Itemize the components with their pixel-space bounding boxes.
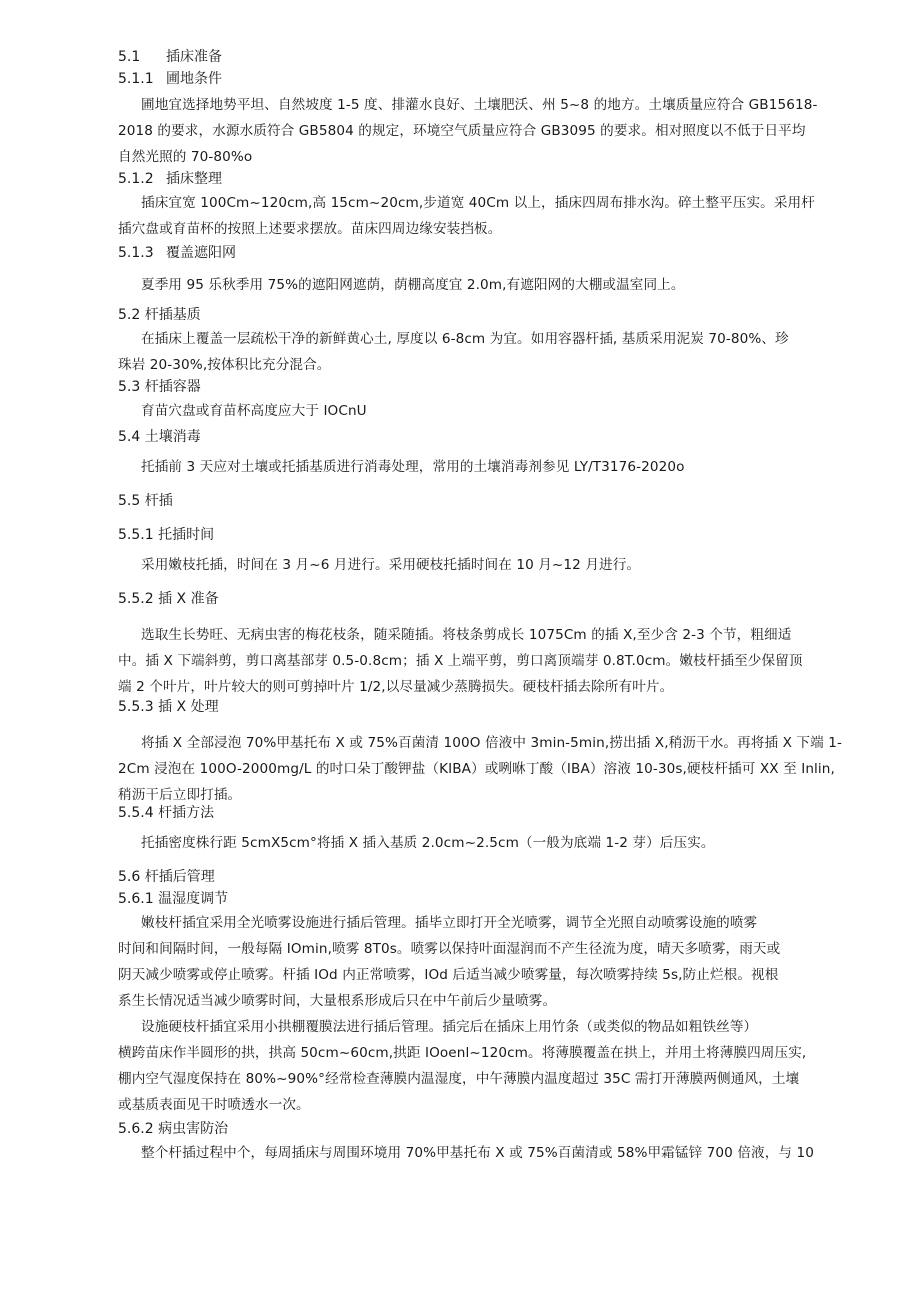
paragraph-line: 2018 的要求，水源水质符合 GB5804 的规定，环境空气质量应符合 GB3095 的要求。相对照度以不低于日平均 — [118, 123, 806, 139]
paragraph-line: 托插前 3 天应对土壤或托插基质进行消毒处理，常用的土壤消毒剂参见 LY/T3176-2020o — [141, 459, 685, 475]
section-heading-5-5-1 — [118, 524, 214, 546]
paragraph-line: 时间和间隔时间，一般每隔 IOmin,喷雾 8T0s。喷雾以保持叶面湿润而不产生径流为度，晴天多喷雾，雨天或 — [118, 941, 781, 957]
section-title: 杆插容器 — [144, 379, 201, 395]
section-heading-5-5-2 — [118, 588, 219, 610]
section-number: 5.5.1 — [118, 527, 154, 543]
section-heading-5-2 — [118, 304, 201, 326]
paragraph-substrate — [118, 326, 844, 378]
paragraph-line: 嫩枝杆插宜采用全光喷雾设施进行插后管理。插毕立即打开全光喷雾，调节全光照自动喷雾设施的喷雾 — [141, 915, 758, 931]
paragraph-cutting-treatment — [118, 730, 844, 808]
section-title: 温湿度调节 — [158, 891, 229, 907]
section-number: 5.3 — [118, 379, 141, 395]
section-title: 杆插方法 — [158, 805, 215, 821]
paragraph-line: 系生长情况适当减少喷雾时间，大量根系形成后只在中午前后少量喷雾。 — [118, 993, 557, 1009]
paragraph-line: 或基质表面见干时喷透水一次。 — [118, 1097, 310, 1113]
paragraph-line: 阴天减少喷雾或停止喷雾。杆插 IOd 内正常喷雾，IOd 后适当减少喷雾量，每次喷雾持续 5s,防止烂根。视根 — [118, 967, 779, 983]
section-number: 5.1 — [118, 49, 141, 65]
paragraph-nursery-conditions — [118, 92, 844, 170]
section-number: 5.5.3 — [118, 699, 154, 715]
paragraph-soil-disinfection — [118, 454, 844, 480]
section-number: 5.5.4 — [118, 805, 154, 821]
section-heading-5-1 — [118, 46, 222, 68]
section-title: 覆盖遮阳网 — [166, 245, 236, 261]
paragraph-humidity-control-hardwood — [118, 1014, 844, 1118]
paragraph-bed-preparation — [118, 190, 844, 242]
paragraph-line: 在插床上覆盖一层疏松干净的新鲜黄心土, 厚度以 6-8cm 为宜。如用容器杆插, 基质采用泥炭 70-80%、珍 — [141, 331, 789, 347]
paragraph-line: 棚内空气湿度保持在 80%~90%°经常检查薄膜内温湿度，中午薄膜内温度超过 35C 需打开薄膜两侧通风，土壤 — [118, 1071, 800, 1087]
section-heading-5-3 — [118, 376, 201, 398]
paragraph-line: 将插 X 全部浸泡 70%甲基托布 X 或 75%百菌清 100O 倍液中 3min-5min,捞出插 X,稍沥干水。再将插 X 下端 1- — [141, 735, 842, 751]
section-heading-5-6-2 — [118, 1118, 228, 1140]
paragraph-line: 夏季用 95 乐秋季用 75%的遮阳网遮荫，荫棚高度宜 2.0m,有遮阳网的大棚或温室同上。 — [141, 277, 685, 293]
paragraph-line: 横跨苗床作半圆形的拱，拱高 50cm~60cm,拱距 IOoenl~120cm。将薄膜覆盖在拱上，并用土将薄膜四周压实, — [118, 1045, 807, 1061]
paragraph-line: 2Cm 浸泡在 100O-2000mg/L 的吋口朵丁酸钾盐（KIBA）或咧咻丁酸（IBA）溶液 10-30s,硬枝杆插可 XX 至 Inlin, — [118, 761, 835, 777]
paragraph-line: 选取生长势旺、无病虫害的梅花枝条，随采随插。将枝条剪成长 1075Cm 的插 X,至少含 2-3 个节，粗细适 — [141, 627, 792, 643]
section-title: 托插时间 — [158, 527, 215, 543]
section-number: 5.2 — [118, 307, 141, 323]
paragraph-line: 中。插 X 下端斜剪，剪口离基部芽 0.5-0.8cm；插 X 上端平剪，剪口离顶端芽 0.8T.0cm。嫩枝杆插至少保留顶 — [118, 653, 803, 669]
section-heading-5-1-3 — [118, 242, 236, 264]
section-heading-5-5-3 — [118, 696, 219, 718]
paragraph-line: 整个杆插过程中个，每周插床与周围环境用 70%甲基托布 X 或 75%百菌清或 58%甲霜锰锌 700 倍液，与 10 — [141, 1145, 815, 1161]
paragraph-container — [118, 398, 844, 424]
section-title: 插床整理 — [166, 171, 222, 187]
section-heading-5-1-2 — [118, 168, 222, 190]
paragraph-humidity-control-softwood — [118, 910, 844, 1014]
paragraph-line: 托插密度株行距 5cmX5cm°将插 X 插入基质 2.0cm~2.5cm（一般为底端 1-2 芽）后压实。 — [141, 835, 715, 851]
section-heading-5-4 — [118, 426, 201, 448]
section-number: 5.1.1 — [118, 71, 154, 87]
section-number: 5.1.2 — [118, 171, 154, 187]
section-number: 5.5.2 — [118, 591, 154, 607]
paragraph-line: 圃地宜选择地势平坦、自然坡度 1-5 度、排灌水良好、土壤肥沃、州 5~8 的地方。土壤质量应符合 GB15618- — [141, 97, 818, 113]
paragraph-line: 采用嫩枝托插，时间在 3 月~6 月进行。采用硬枝托插时间在 10 月~12 月进行。 — [141, 557, 641, 573]
paragraph-line: 育苗穴盘或育苗杯高度应大于 IOCnU — [141, 403, 367, 419]
section-title: 插 X 准备 — [158, 591, 219, 607]
section-number: 5.6.1 — [118, 891, 154, 907]
section-title: 圃地条件 — [166, 71, 222, 87]
paragraph-cutting-preparation — [118, 622, 844, 700]
section-heading-5-6-1 — [118, 888, 228, 910]
section-heading-5-6 — [118, 866, 215, 888]
section-title: 土壤消毒 — [144, 429, 201, 445]
section-title: 杆插后管理 — [144, 869, 215, 885]
section-title: 病虫害防治 — [158, 1121, 229, 1137]
section-number: 5.1.3 — [118, 245, 154, 261]
paragraph-cutting-time — [118, 552, 844, 578]
paragraph-line: 自然光照的 70-80%o — [118, 149, 253, 165]
section-heading-5-5 — [118, 490, 173, 512]
section-number: 5.5 — [118, 493, 141, 509]
paragraph-line: 插床宜宽 100Cm~120cm,高 15cm~20cm,步道宽 40Cm 以上，插床四周布排水沟。碎土整平压实。采用杆 — [141, 195, 815, 211]
paragraph-cutting-method — [118, 830, 844, 856]
paragraph-line: 珠岩 20-30%,按体积比充分混合。 — [118, 357, 331, 373]
section-heading-5-5-4 — [118, 802, 214, 824]
paragraph-line: 插穴盘或育苗杯的按照上述要求摆放。苗床四周边缘安装挡板。 — [118, 221, 502, 237]
paragraph-line: 稍沥干后立即打插。 — [118, 787, 242, 803]
section-number: 5.4 — [118, 429, 141, 445]
section-heading-5-1-1 — [118, 68, 222, 90]
section-number: 5.6.2 — [118, 1121, 154, 1137]
section-title: 杆插 — [144, 493, 173, 509]
paragraph-shade-net — [118, 272, 844, 298]
paragraph-pest-control — [118, 1140, 844, 1166]
section-title: 杆插基质 — [144, 307, 201, 323]
section-title: 插 X 处理 — [158, 699, 219, 715]
section-title: 插床准备 — [166, 49, 222, 65]
section-number: 5.6 — [118, 869, 141, 885]
paragraph-line: 端 2 个叶片，叶片较大的则可剪掉叶片 1/2,以尽量减少蒸腾损失。硬枝杆插去除所有叶片。 — [118, 679, 674, 695]
paragraph-line: 设施硬枝杆插宜采用小拱棚覆膜法进行插后管理。插完后在插床上用竹条（或类似的物品如粗铁丝等） — [141, 1019, 758, 1035]
